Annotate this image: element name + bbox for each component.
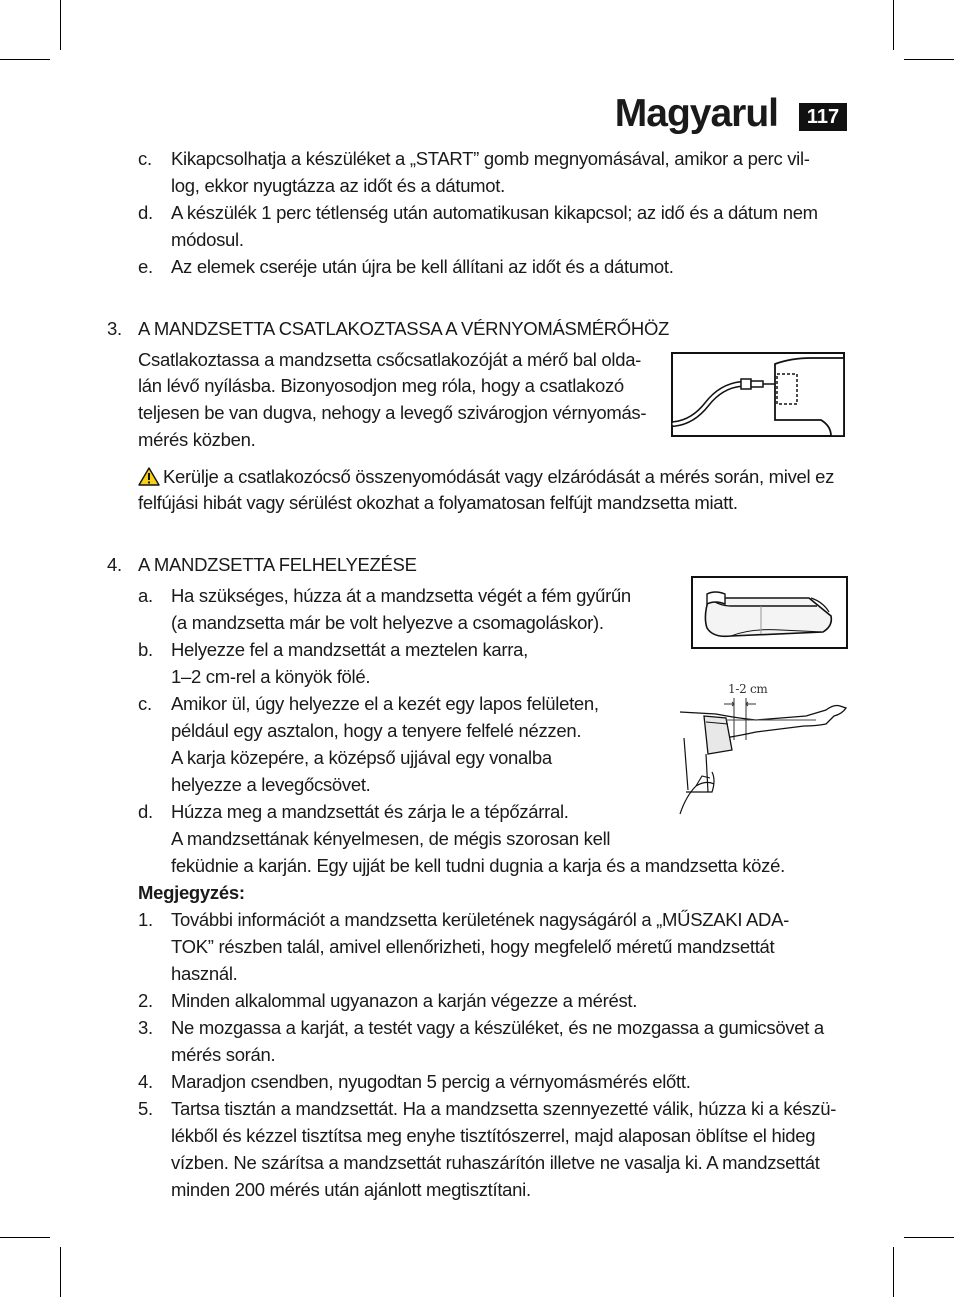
cuff-connector-figure xyxy=(671,352,846,438)
list-item-line: mérés során. xyxy=(171,1044,276,1065)
crop-mark xyxy=(0,59,50,60)
list-item-line: vízben. Ne szárítsa a mandzsettát ruhaszárítón illetve ne vasalja ki. A mandzsettát xyxy=(171,1152,820,1173)
crop-mark xyxy=(904,59,954,60)
list-marker: d. xyxy=(138,202,153,223)
list-marker: 2. xyxy=(138,990,153,1011)
notes-heading: Megjegyzés: xyxy=(138,882,245,903)
paragraph-line: mérés közben. xyxy=(138,429,256,450)
list-item-line: Tartsa tisztán a mandzsettát. Ha a mandzsetta szennyezetté válik, húzza ki a készü- xyxy=(171,1098,837,1119)
list-marker: 3. xyxy=(138,1017,153,1038)
cuff-ring-figure xyxy=(691,576,848,649)
list-marker: b. xyxy=(138,639,153,660)
crop-mark xyxy=(60,1247,61,1297)
paragraph-line: Csatlakoztassa a mandzsetta csőcsatlakozóját a mérő bal olda- xyxy=(138,349,642,370)
crop-mark xyxy=(893,1247,894,1297)
page-number-badge: 117 xyxy=(799,103,847,131)
list-item-line: módosul. xyxy=(171,229,244,250)
list-marker: 5. xyxy=(138,1098,153,1119)
list-item-line: Az elemek cseréje után újra be kell állítani az időt és a dátumot. xyxy=(171,256,674,277)
list-item-line: minden 200 mérés után ajánlott megtisztítani. xyxy=(171,1179,531,1200)
warning-text: Kerülje a csatlakozócső összenyomódását vagy elzáródását a mérés során, mivel ez xyxy=(163,466,835,487)
list-item-line: További információt a mandzsetta kerületének nagyságáról a „MŰSZAKI ADA- xyxy=(171,909,789,930)
arm-cuff-placement-figure xyxy=(676,680,850,815)
page-title: Magyarul xyxy=(614,92,778,135)
section-number: 3. xyxy=(107,318,122,339)
list-marker: a. xyxy=(138,585,153,606)
list-item-line: A készülék 1 perc tétlenség után automatikusan kikapcsol; az idő és a dátum nem xyxy=(171,202,818,223)
section-heading: A MANDZSETTA CSATLAKOZTASSA A VÉRNYOMÁSMÉRŐHÖZ xyxy=(138,318,670,339)
list-item-line: például egy asztalon, hogy a tenyere felfelé nézzen. xyxy=(171,720,582,741)
list-item-line: 1–2 cm-rel a könyök fölé. xyxy=(171,666,371,687)
list-item-line: Húzza meg a mandzsettát és zárja le a tépőzárral. xyxy=(171,801,569,822)
list-item-line: A karja közepére, a középső ujjával egy vonalba xyxy=(171,747,552,768)
list-marker: 4. xyxy=(138,1071,153,1092)
list-item-line: Amikor ül, úgy helyezze el a kezét egy lapos felületen, xyxy=(171,693,599,714)
list-item-line: TOK” részben talál, amivel ellenőrizheti, hogy megfelelő méretű mandzsettát xyxy=(171,936,775,957)
list-marker: c. xyxy=(138,148,152,169)
list-item-line: használ. xyxy=(171,963,238,984)
list-item-line: Kikapcsolhatja a készüléket a „START” gomb megnyomásával, amikor a perc vil- xyxy=(171,148,810,169)
list-item-line: Ha szükséges, húzza át a mandzsetta végét a fém gyűrűn xyxy=(171,585,631,606)
crop-mark xyxy=(60,0,61,50)
list-item-line: Maradjon csendben, nyugodtan 5 percig a vérnyomásmérés előtt. xyxy=(171,1071,691,1092)
list-item-line: Ne mozgassa a karját, a testét vagy a készüléket, és ne mozgassa a gumicsövet a xyxy=(171,1017,824,1038)
list-item-line: log, ekkor nyugtázza az időt és a dátumot. xyxy=(171,175,505,196)
warning-line: felfújási hibát vagy sérülést okozhat a folyamatosan felfújt mandzsetta miatt. xyxy=(138,492,738,513)
paragraph-line: teljesen be van dugva, nehogy a levegő szivárogjon vérnyomás- xyxy=(138,402,647,423)
list-item-line: Helyezze fel a mandzsettát a meztelen karra, xyxy=(171,639,528,660)
crop-mark xyxy=(0,1237,50,1238)
list-marker: d. xyxy=(138,801,153,822)
list-item-line: feküdnie a karján. Egy ujját be kell tudni dugnia a karja és a mandzsetta közé. xyxy=(171,855,785,876)
list-item-line: lékből és kézzel tisztítsa meg enyhe tisztítószerrel, majd alaposan öblítse el hideg xyxy=(171,1125,816,1146)
list-marker: c. xyxy=(138,693,152,714)
section-number: 4. xyxy=(107,554,122,575)
list-item-line: (a mandzsetta már be volt helyezve a csomagoláskor). xyxy=(171,612,604,633)
crop-mark xyxy=(893,0,894,50)
crop-mark xyxy=(904,1237,954,1238)
distance-label: 1-2 cm xyxy=(728,682,768,696)
list-marker: 1. xyxy=(138,909,153,930)
list-item-line: helyezze a levegőcsövet. xyxy=(171,774,371,795)
paragraph-line: lán lévő nyílásba. Bizonyosodjon meg róla, hogy a csatlakozó xyxy=(138,375,624,396)
section-heading: A MANDZSETTA FELHELYEZÉSE xyxy=(138,554,417,575)
list-marker: e. xyxy=(138,256,153,277)
list-item-line: Minden alkalommal ugyanazon a karján végezze a mérést. xyxy=(171,990,638,1011)
list-item-line: A mandzsettának kényelmesen, de mégis szorosan kell xyxy=(171,828,611,849)
